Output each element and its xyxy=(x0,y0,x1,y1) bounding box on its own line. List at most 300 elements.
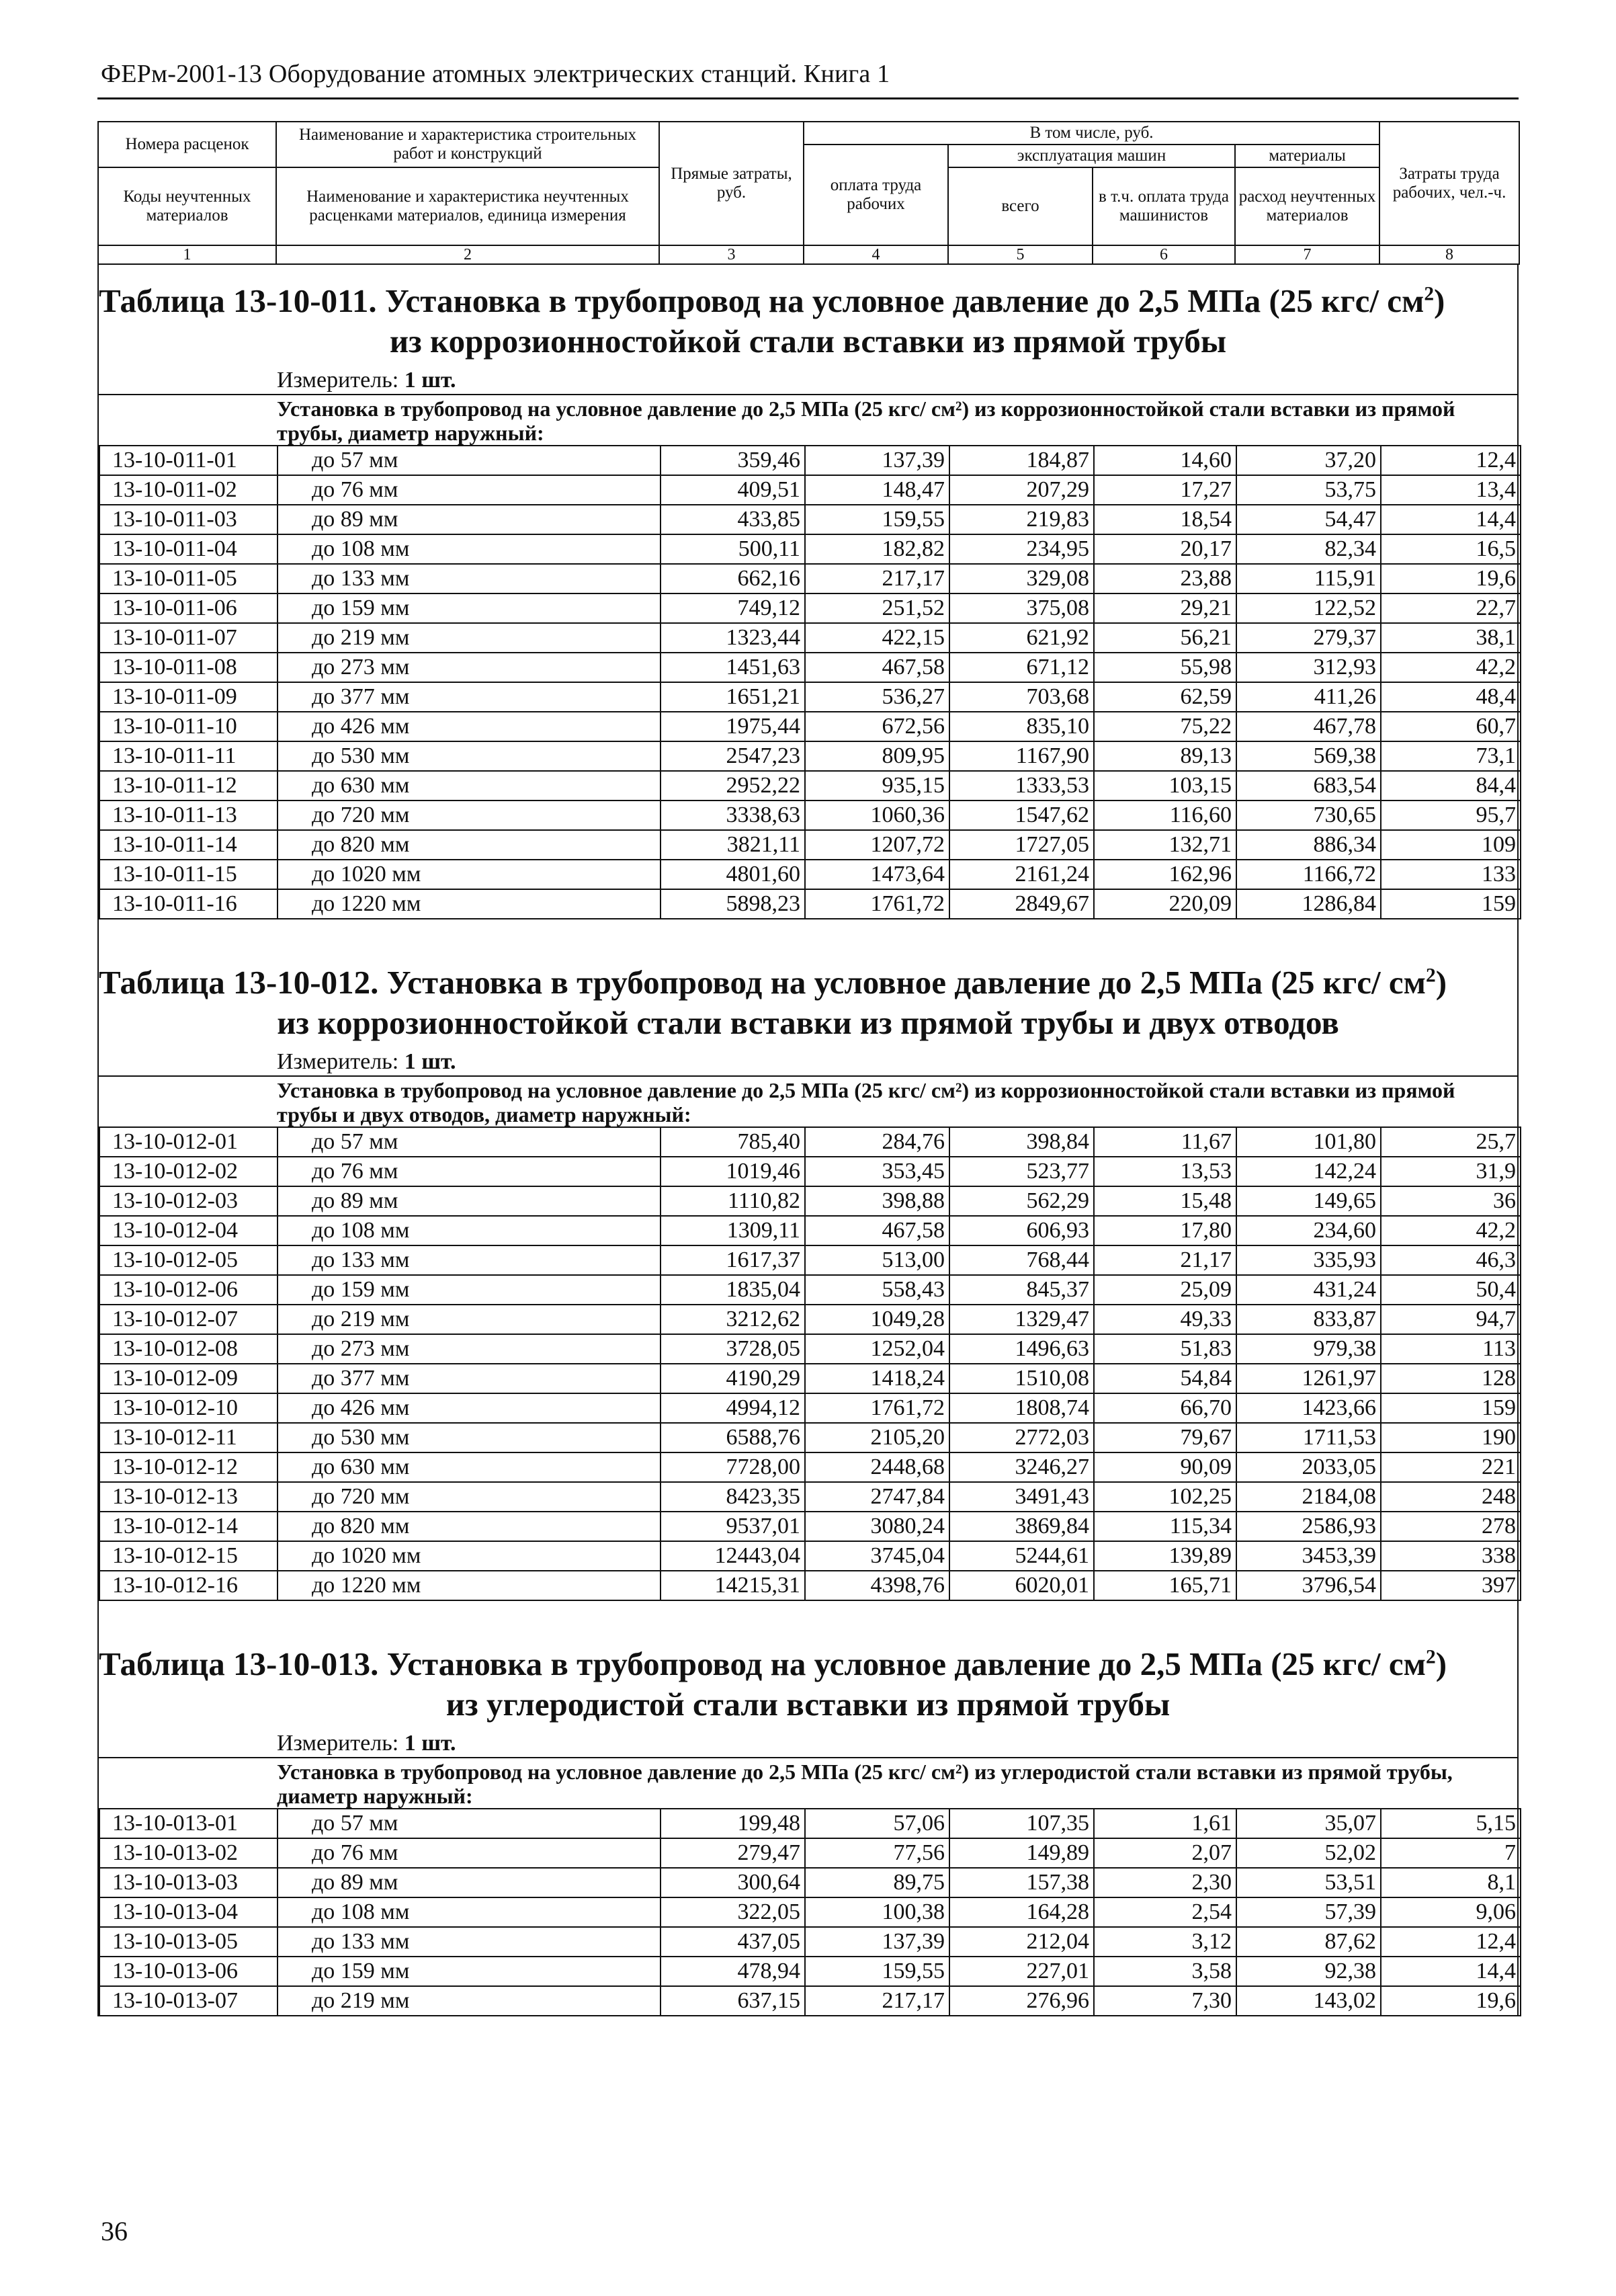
rate-code-cell: 13-10-013-06 xyxy=(99,1957,278,1986)
value-cell: 101,80 xyxy=(1236,1127,1381,1157)
value-cell: 2952,22 xyxy=(661,771,805,801)
table-row xyxy=(99,1305,1521,1334)
value-cell: 300,64 xyxy=(661,1868,805,1897)
value-cell: 234,60 xyxy=(1236,1216,1381,1245)
value-cell: 7 xyxy=(1381,1838,1521,1868)
diameter-cell: до 76 мм xyxy=(278,1157,661,1186)
page-number: 36 xyxy=(101,2216,128,2246)
table-title-line2: из коррозионностойкой стали вставки из прямой трубы и двух отводов xyxy=(277,1004,1339,1041)
value-cell: 62,59 xyxy=(1094,682,1236,712)
value-cell: 25,7 xyxy=(1381,1127,1521,1157)
value-cell: 148,47 xyxy=(805,475,949,505)
rate-code-cell: 13-10-012-16 xyxy=(99,1571,278,1600)
price-data-table xyxy=(99,1126,1521,1601)
value-cell: 1451,63 xyxy=(661,653,805,682)
table-row xyxy=(99,1393,1521,1423)
col-header-machines-incl: в т.ч. оплата труда машинистов xyxy=(1093,167,1235,245)
diameter-cell: до 159 мм xyxy=(278,1275,661,1305)
header-rule xyxy=(97,97,1519,99)
value-cell: 84,4 xyxy=(1381,771,1521,801)
value-cell: 23,88 xyxy=(1094,564,1236,593)
price-data-table xyxy=(99,445,1521,919)
value-cell: 8423,35 xyxy=(661,1482,805,1512)
diameter-cell: до 133 мм xyxy=(278,564,661,593)
rate-code-cell: 13-10-013-04 xyxy=(99,1897,278,1927)
value-cell: 437,05 xyxy=(661,1927,805,1957)
value-cell: 46,3 xyxy=(1381,1245,1521,1275)
value-cell: 500,11 xyxy=(661,534,805,564)
value-cell: 1,61 xyxy=(1094,1809,1236,1838)
table-row xyxy=(99,1127,1521,1157)
column-number: 8 xyxy=(1379,245,1519,264)
column-number: 2 xyxy=(276,245,659,264)
value-cell: 14,4 xyxy=(1381,505,1521,534)
rate-code-cell: 13-10-012-06 xyxy=(99,1275,278,1305)
value-cell: 1496,63 xyxy=(949,1334,1094,1364)
rate-code-cell: 13-10-011-09 xyxy=(99,682,278,712)
value-cell: 3728,05 xyxy=(661,1334,805,1364)
value-cell: 21,17 xyxy=(1094,1245,1236,1275)
price-table-section xyxy=(97,946,1519,1601)
table-title xyxy=(99,946,1517,1043)
diameter-cell: до 273 мм xyxy=(278,653,661,682)
table-row xyxy=(99,741,1521,771)
rate-code-cell: 13-10-011-13 xyxy=(99,801,278,830)
value-cell: 54,84 xyxy=(1094,1364,1236,1393)
column-number: 5 xyxy=(948,245,1093,264)
table-row xyxy=(99,1452,1521,1482)
table-row xyxy=(99,1986,1521,2016)
value-cell: 338 xyxy=(1381,1541,1521,1571)
value-cell: 29,21 xyxy=(1094,593,1236,623)
value-cell: 53,51 xyxy=(1236,1868,1381,1897)
value-cell: 1418,24 xyxy=(805,1364,949,1393)
diameter-cell: до 57 мм xyxy=(278,1127,661,1157)
value-cell: 467,58 xyxy=(805,1216,949,1245)
diameter-cell: до 630 мм xyxy=(278,771,661,801)
value-cell: 162,96 xyxy=(1094,860,1236,889)
col-header-code-bottom: Коды неучтенных материалов xyxy=(98,167,276,245)
diameter-cell: до 219 мм xyxy=(278,623,661,653)
rate-code-cell: 13-10-012-02 xyxy=(99,1157,278,1186)
value-cell: 886,34 xyxy=(1236,830,1381,860)
value-cell: 116,60 xyxy=(1094,801,1236,830)
value-cell: 14,60 xyxy=(1094,446,1236,475)
rate-code-cell: 13-10-011-07 xyxy=(99,623,278,653)
rate-code-cell: 13-10-012-12 xyxy=(99,1452,278,1482)
value-cell: 89,13 xyxy=(1094,741,1236,771)
value-cell: 149,89 xyxy=(949,1838,1094,1868)
value-cell: 1761,72 xyxy=(805,889,949,919)
diameter-cell: до 720 мм xyxy=(278,801,661,830)
meter-value: 1 шт. xyxy=(404,368,456,393)
value-cell: 16,5 xyxy=(1381,534,1521,564)
value-cell: 87,62 xyxy=(1236,1927,1381,1957)
value-cell: 3338,63 xyxy=(661,801,805,830)
meter-label: Измеритель: xyxy=(277,368,399,393)
diameter-cell: до 273 мм xyxy=(278,1334,661,1364)
table-title xyxy=(99,265,1517,362)
value-cell: 621,92 xyxy=(949,623,1094,653)
rate-code-cell: 13-10-011-04 xyxy=(99,534,278,564)
value-cell: 329,08 xyxy=(949,564,1094,593)
col-header-materials: материалы xyxy=(1235,145,1379,167)
table-title-line2: из коррозионностойкой стали вставки из прямой трубы xyxy=(389,323,1227,360)
value-cell: 833,87 xyxy=(1236,1305,1381,1334)
table-row xyxy=(99,593,1521,623)
diameter-cell: до 530 мм xyxy=(278,1423,661,1452)
column-number: 6 xyxy=(1093,245,1235,264)
col-header-machines-total: всего xyxy=(948,167,1093,245)
rate-code-cell: 13-10-013-02 xyxy=(99,1838,278,1868)
value-cell: 49,33 xyxy=(1094,1305,1236,1334)
value-cell: 284,76 xyxy=(805,1127,949,1157)
value-cell: 35,07 xyxy=(1236,1809,1381,1838)
diameter-cell: до 377 мм xyxy=(278,682,661,712)
value-cell: 77,56 xyxy=(805,1838,949,1868)
value-cell: 2184,08 xyxy=(1236,1482,1381,1512)
value-cell: 276,96 xyxy=(949,1986,1094,2016)
value-cell: 248 xyxy=(1381,1482,1521,1512)
value-cell: 3869,84 xyxy=(949,1512,1094,1541)
rate-code-cell: 13-10-011-15 xyxy=(99,860,278,889)
table-row xyxy=(99,889,1521,919)
table-row xyxy=(99,1216,1521,1245)
value-cell: 22,7 xyxy=(1381,593,1521,623)
diameter-cell: до 108 мм xyxy=(278,1897,661,1927)
value-cell: 60,7 xyxy=(1381,712,1521,741)
diameter-cell: до 89 мм xyxy=(278,1186,661,1216)
diameter-cell: до 89 мм xyxy=(278,505,661,534)
value-cell: 1049,28 xyxy=(805,1305,949,1334)
value-cell: 683,54 xyxy=(1236,771,1381,801)
value-cell: 3,12 xyxy=(1094,1927,1236,1957)
value-cell: 5,15 xyxy=(1381,1809,1521,1838)
value-cell: 478,94 xyxy=(661,1957,805,1986)
table-row xyxy=(99,1186,1521,1216)
table-row xyxy=(99,505,1521,534)
value-cell: 513,00 xyxy=(805,1245,949,1275)
value-cell: 75,22 xyxy=(1094,712,1236,741)
table-row xyxy=(99,801,1521,830)
value-cell: 139,89 xyxy=(1094,1541,1236,1571)
meter-value: 1 шт. xyxy=(404,1731,456,1756)
value-cell: 12,4 xyxy=(1381,446,1521,475)
table-row xyxy=(99,860,1521,889)
value-cell: 137,39 xyxy=(805,446,949,475)
value-cell: 143,02 xyxy=(1236,1986,1381,2016)
diameter-cell: до 219 мм xyxy=(278,1305,661,1334)
value-cell: 38,1 xyxy=(1381,623,1521,653)
value-cell: 128 xyxy=(1381,1364,1521,1393)
value-cell: 279,37 xyxy=(1236,623,1381,653)
value-cell: 11,67 xyxy=(1094,1127,1236,1157)
table-caption: Установка в трубопровод на условное давление до 2,5 МПа (25 кгс/ см²) из коррозионностойкой стали вставки из прямой трубы, диаметр наружный: xyxy=(277,397,1455,445)
value-cell: 4190,29 xyxy=(661,1364,805,1393)
diameter-cell: до 1220 мм xyxy=(278,1571,661,1600)
column-number: 3 xyxy=(659,245,804,264)
value-cell: 3080,24 xyxy=(805,1512,949,1541)
value-cell: 4994,12 xyxy=(661,1393,805,1423)
table-row xyxy=(99,475,1521,505)
table-row xyxy=(99,1275,1521,1305)
diameter-cell: до 630 мм xyxy=(278,1452,661,1482)
rate-code-cell: 13-10-011-10 xyxy=(99,712,278,741)
value-cell: 467,58 xyxy=(805,653,949,682)
value-cell: 3491,43 xyxy=(949,1482,1094,1512)
diameter-cell: до 159 мм xyxy=(278,593,661,623)
value-cell: 115,34 xyxy=(1094,1512,1236,1541)
value-cell: 359,46 xyxy=(661,446,805,475)
table-title-line1: Таблица 13-10-011. Установка в трубопровод на условное давление до 2,5 МПа (25 кгс/ $см^2$) xyxy=(99,282,1445,319)
value-cell: 1727,05 xyxy=(949,830,1094,860)
value-cell: 809,95 xyxy=(805,741,949,771)
value-cell: 2,30 xyxy=(1094,1868,1236,1897)
value-cell: 6020,01 xyxy=(949,1571,1094,1600)
value-cell: 57,06 xyxy=(805,1809,949,1838)
rate-code-cell: 13-10-012-03 xyxy=(99,1186,278,1216)
rate-code-cell: 13-10-012-07 xyxy=(99,1305,278,1334)
value-cell: 82,34 xyxy=(1236,534,1381,564)
value-cell: 2772,03 xyxy=(949,1423,1094,1452)
table-row xyxy=(99,712,1521,741)
value-cell: 25,09 xyxy=(1094,1275,1236,1305)
col-header-name-top: Наименование и характеристика строительных работ и конструкций xyxy=(276,122,659,167)
value-cell: 3246,27 xyxy=(949,1452,1094,1482)
rate-code-cell: 13-10-012-13 xyxy=(99,1482,278,1512)
value-cell: 103,15 xyxy=(1094,771,1236,801)
value-cell: 149,65 xyxy=(1236,1186,1381,1216)
value-cell: 12,4 xyxy=(1381,1927,1521,1957)
table-row xyxy=(99,1868,1521,1897)
value-cell: 133 xyxy=(1381,860,1521,889)
value-cell: 227,01 xyxy=(949,1957,1094,1986)
rate-code-cell: 13-10-012-10 xyxy=(99,1393,278,1423)
col-header-incl: В том числе, руб. xyxy=(804,122,1379,145)
value-cell: 57,39 xyxy=(1236,1897,1381,1927)
value-cell: 6588,76 xyxy=(661,1423,805,1452)
value-cell: 2,07 xyxy=(1094,1838,1236,1868)
value-cell: 398,84 xyxy=(949,1127,1094,1157)
value-cell: 3796,54 xyxy=(1236,1571,1381,1600)
value-cell: 14215,31 xyxy=(661,1571,805,1600)
value-cell: 42,2 xyxy=(1381,1216,1521,1245)
value-cell: 159 xyxy=(1381,889,1521,919)
section-spacer xyxy=(97,1601,1519,1628)
value-cell: 2547,23 xyxy=(661,741,805,771)
tables-container xyxy=(97,265,1519,2016)
diameter-cell: до 1220 мм xyxy=(278,889,661,919)
value-cell: 17,27 xyxy=(1094,475,1236,505)
diameter-cell: до 820 мм xyxy=(278,830,661,860)
value-cell: 2105,20 xyxy=(805,1423,949,1452)
value-cell: 220,09 xyxy=(1094,889,1236,919)
value-cell: 90,09 xyxy=(1094,1452,1236,1482)
value-cell: 5898,23 xyxy=(661,889,805,919)
value-cell: 1333,53 xyxy=(949,771,1094,801)
table-meter xyxy=(99,367,1517,395)
diameter-cell: до 1020 мм xyxy=(278,860,661,889)
diameter-cell: до 133 мм xyxy=(278,1927,661,1957)
value-cell: 55,98 xyxy=(1094,653,1236,682)
value-cell: 3821,11 xyxy=(661,830,805,860)
diameter-cell: до 219 мм xyxy=(278,1986,661,2016)
value-cell: 20,17 xyxy=(1094,534,1236,564)
price-data-table xyxy=(99,1808,1521,2016)
value-cell: 562,29 xyxy=(949,1186,1094,1216)
value-cell: 159,55 xyxy=(805,1957,949,1986)
value-cell: 523,77 xyxy=(949,1157,1094,1186)
rate-code-cell: 13-10-013-07 xyxy=(99,1986,278,2016)
table-row xyxy=(99,1897,1521,1927)
value-cell: 164,28 xyxy=(949,1897,1094,1927)
value-cell: 190 xyxy=(1381,1423,1521,1452)
rate-code-cell: 13-10-012-08 xyxy=(99,1334,278,1364)
column-number-row xyxy=(98,245,1519,264)
table-title-line1: Таблица 13-10-012. Установка в трубопровод на условное давление до 2,5 МПа (25 кгс/ $см^2$) xyxy=(99,964,1447,1001)
table-caption: Установка в трубопровод на условное давление до 2,5 МПа (25 кгс/ см²) из коррозионностойкой стали вставки из прямой трубы и двух отводов, диаметр наружный: xyxy=(277,1078,1455,1126)
value-cell: 217,17 xyxy=(805,1986,949,2016)
rate-code-cell: 13-10-012-04 xyxy=(99,1216,278,1245)
value-cell: 217,17 xyxy=(805,564,949,593)
value-cell: 703,68 xyxy=(949,682,1094,712)
value-cell: 749,12 xyxy=(661,593,805,623)
value-cell: 1309,11 xyxy=(661,1216,805,1245)
value-cell: 1711,53 xyxy=(1236,1423,1381,1452)
value-cell: 18,54 xyxy=(1094,505,1236,534)
table-meter xyxy=(99,1730,1517,1758)
value-cell: 845,37 xyxy=(949,1275,1094,1305)
value-cell: 219,83 xyxy=(949,505,1094,534)
value-cell: 1547,62 xyxy=(949,801,1094,830)
value-cell: 1166,72 xyxy=(1236,860,1381,889)
value-cell: 13,53 xyxy=(1094,1157,1236,1186)
table-row xyxy=(99,1957,1521,1986)
value-cell: 278 xyxy=(1381,1512,1521,1541)
value-cell: 569,38 xyxy=(1236,741,1381,771)
value-cell: 19,6 xyxy=(1381,564,1521,593)
document-content xyxy=(97,121,1519,2016)
diameter-cell: до 426 мм xyxy=(278,1393,661,1423)
rate-code-cell: 13-10-012-09 xyxy=(99,1364,278,1393)
diameter-cell: до 426 мм xyxy=(278,712,661,741)
value-cell: 5244,61 xyxy=(949,1541,1094,1571)
value-cell: 9537,01 xyxy=(661,1512,805,1541)
value-cell: 89,75 xyxy=(805,1868,949,1897)
value-cell: 56,21 xyxy=(1094,623,1236,653)
value-cell: 1761,72 xyxy=(805,1393,949,1423)
value-cell: 467,78 xyxy=(1236,712,1381,741)
value-cell: 79,67 xyxy=(1094,1423,1236,1452)
table-meter xyxy=(99,1049,1517,1077)
value-cell: 1252,04 xyxy=(805,1334,949,1364)
value-cell: 48,4 xyxy=(1381,682,1521,712)
value-cell: 431,24 xyxy=(1236,1275,1381,1305)
column-number: 4 xyxy=(804,245,948,264)
table-row xyxy=(99,1334,1521,1364)
table-caption: Установка в трубопровод на условное давление до 2,5 МПа (25 кгс/ см²) из углеродистой стали вставки из прямой трубы, диаметр наружный: xyxy=(277,1760,1453,1808)
rate-code-cell: 13-10-013-03 xyxy=(99,1868,278,1897)
value-cell: 2161,24 xyxy=(949,860,1094,889)
value-cell: 199,48 xyxy=(661,1809,805,1838)
diameter-cell: до 76 мм xyxy=(278,1838,661,1868)
table-row xyxy=(99,1512,1521,1541)
rate-code-cell: 13-10-012-14 xyxy=(99,1512,278,1541)
value-cell: 375,08 xyxy=(949,593,1094,623)
diameter-cell: до 1020 мм xyxy=(278,1541,661,1571)
value-cell: 3,58 xyxy=(1094,1957,1236,1986)
value-cell: 7,30 xyxy=(1094,1986,1236,2016)
table-row xyxy=(99,564,1521,593)
value-cell: 15,48 xyxy=(1094,1186,1236,1216)
value-cell: 159,55 xyxy=(805,505,949,534)
value-cell: 159 xyxy=(1381,1393,1521,1423)
table-row xyxy=(99,1157,1521,1186)
diameter-cell: до 159 мм xyxy=(278,1957,661,1986)
col-header-name-bottom: Наименование и характеристика неучтенных расценками материалов, единица измерения xyxy=(276,167,659,245)
value-cell: 672,56 xyxy=(805,712,949,741)
value-cell: 730,65 xyxy=(1236,801,1381,830)
value-cell: 251,52 xyxy=(805,593,949,623)
table-title-line2: из углеродистой стали вставки из прямой трубы xyxy=(445,1686,1171,1723)
value-cell: 1423,66 xyxy=(1236,1393,1381,1423)
value-cell: 312,93 xyxy=(1236,653,1381,682)
meter-value: 1 шт. xyxy=(404,1049,456,1074)
value-cell: 165,71 xyxy=(1094,1571,1236,1600)
value-cell: 102,25 xyxy=(1094,1482,1236,1512)
value-cell: 14,4 xyxy=(1381,1957,1521,1986)
value-cell: 279,47 xyxy=(661,1838,805,1868)
value-cell: 37,20 xyxy=(1236,446,1381,475)
diameter-cell: до 530 мм xyxy=(278,741,661,771)
value-cell: 1835,04 xyxy=(661,1275,805,1305)
col-header-code-top: Номера расценок xyxy=(98,122,276,167)
value-cell: 1019,46 xyxy=(661,1157,805,1186)
value-cell: 212,04 xyxy=(949,1927,1094,1957)
value-cell: 42,2 xyxy=(1381,653,1521,682)
value-cell: 558,43 xyxy=(805,1275,949,1305)
value-cell: 19,6 xyxy=(1381,1986,1521,2016)
value-cell: 53,75 xyxy=(1236,475,1381,505)
rate-code-cell: 13-10-013-01 xyxy=(99,1809,278,1838)
value-cell: 115,91 xyxy=(1236,564,1381,593)
rate-code-cell: 13-10-011-14 xyxy=(99,830,278,860)
table-row xyxy=(99,653,1521,682)
table-title-line1: Таблица 13-10-013. Установка в трубопровод на условное давление до 2,5 МПа (25 кгс/ $см^2$) xyxy=(99,1645,1447,1682)
column-number: 7 xyxy=(1235,245,1379,264)
value-cell: 1510,08 xyxy=(949,1364,1094,1393)
table-title xyxy=(99,1628,1517,1725)
value-cell: 94,7 xyxy=(1381,1305,1521,1334)
value-cell: 4398,76 xyxy=(805,1571,949,1600)
value-cell: 50,4 xyxy=(1381,1275,1521,1305)
value-cell: 935,15 xyxy=(805,771,949,801)
value-cell: 1261,97 xyxy=(1236,1364,1381,1393)
value-cell: 36 xyxy=(1381,1186,1521,1216)
value-cell: 182,82 xyxy=(805,534,949,564)
value-cell: 234,95 xyxy=(949,534,1094,564)
value-cell: 31,9 xyxy=(1381,1157,1521,1186)
value-cell: 2448,68 xyxy=(805,1452,949,1482)
value-cell: 1808,74 xyxy=(949,1393,1094,1423)
value-cell: 637,15 xyxy=(661,1986,805,2016)
value-cell: 1167,90 xyxy=(949,741,1094,771)
price-table-section xyxy=(97,1628,1519,2016)
value-cell: 1651,21 xyxy=(661,682,805,712)
diameter-cell: до 57 мм xyxy=(278,1809,661,1838)
value-cell: 3745,04 xyxy=(805,1541,949,1571)
diameter-cell: до 820 мм xyxy=(278,1512,661,1541)
